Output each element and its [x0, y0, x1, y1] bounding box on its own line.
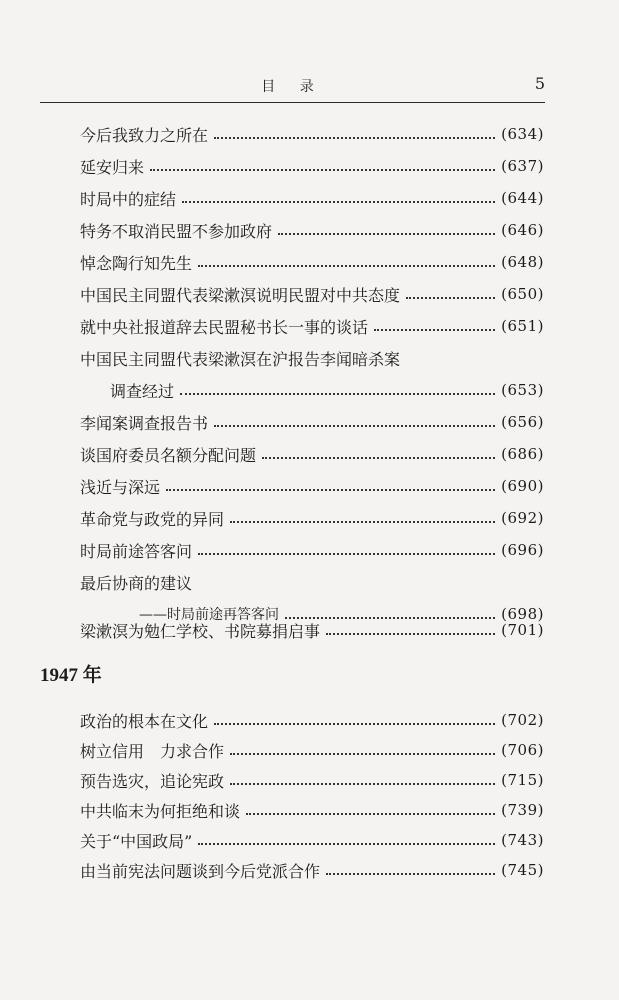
toc-entry-title: 李闻案调查报告书: [80, 413, 209, 433]
dot-leader: [262, 457, 495, 459]
toc-entry[interactable]: [80, 764, 544, 796]
toc-entry-title: 由当前宪法问题谈到今后党派合作: [80, 861, 321, 881]
toc-entry-title: 中共临末为何拒绝和谈: [80, 801, 241, 821]
toc-entry[interactable]: [80, 278, 544, 310]
dot-leader: [326, 633, 495, 635]
toc-entry-title: 最后协商的建议: [80, 573, 193, 593]
toc-entry-page: (715): [501, 771, 544, 789]
toc-entry[interactable]: [80, 214, 544, 246]
page-number: 5: [534, 74, 545, 93]
dot-leader: [326, 873, 495, 875]
toc-entry-page: (696): [501, 541, 544, 559]
header-title: 目 录: [261, 79, 324, 95]
dot-leader: [214, 137, 495, 139]
toc-entry-title: ——时局前途再答客问: [139, 607, 279, 623]
toc-entry-page: (745): [501, 861, 544, 879]
toc-entry-title: 中国民主同盟代表梁漱溟说明民盟对中共态度: [80, 285, 401, 305]
toc-entry[interactable]: [80, 704, 544, 736]
toc-entry-page: (743): [501, 831, 544, 849]
toc-entry-page: (637): [501, 157, 544, 175]
dot-leader: [230, 783, 495, 785]
toc-entry-title: 悼念陶行知先生: [80, 253, 193, 273]
toc-entry[interactable]: [80, 734, 544, 766]
header-rule: [40, 102, 545, 103]
toc-entry[interactable]: [80, 118, 544, 150]
toc-entry-title: 革命党与政党的异同: [80, 509, 225, 529]
toc-entry[interactable]: [80, 854, 544, 886]
toc-entry[interactable]: [80, 566, 544, 598]
toc-entry-title: 树立信用 力求合作: [80, 741, 225, 761]
toc-entry-title: 中国民主同盟代表梁漱溟在沪报告李闻暗杀案: [80, 349, 401, 369]
toc-entry-page: (686): [501, 445, 544, 463]
toc-entry-title: 浅近与深远: [80, 477, 161, 497]
toc-entry[interactable]: [80, 246, 544, 278]
dot-leader: [230, 521, 495, 523]
toc-entry-page: (656): [501, 413, 544, 431]
toc-entry-title: 特务不取消民盟不参加政府: [80, 221, 273, 241]
toc-entry[interactable]: [80, 310, 544, 342]
toc-entry[interactable]: [80, 534, 544, 566]
toc-entry-title: 就中央社报道辞去民盟秘书长一事的谈话: [80, 317, 369, 337]
toc-entry-page: (651): [501, 317, 544, 335]
toc-entry-page: (706): [501, 741, 544, 759]
toc-entry-page: (644): [501, 189, 544, 207]
toc-entry[interactable]: [80, 438, 544, 470]
toc-entry[interactable]: [80, 342, 544, 374]
toc-entry-page: (701): [501, 621, 544, 639]
toc-entry-page: (698): [501, 605, 544, 623]
toc-entry-page: (634): [501, 125, 544, 143]
toc-entry-title: 延安归来: [80, 157, 145, 177]
toc-entry[interactable]: [80, 470, 544, 502]
toc-entry-title: 谈国府委员名额分配问题: [80, 445, 257, 465]
dot-leader: [246, 813, 495, 815]
toc-entry-title: 梁漱溟为勉仁学校、书院募捐启事: [80, 621, 321, 641]
toc-entry-title: 预告选灾，追论宪政: [80, 771, 225, 791]
dot-leader: [198, 843, 495, 845]
dot-leader: [182, 201, 495, 203]
toc-entry[interactable]: [80, 406, 544, 438]
toc-entry-page: (646): [501, 221, 544, 239]
toc-entry[interactable]: [80, 824, 544, 856]
toc-entry-page: (702): [501, 711, 544, 729]
dot-leader: [230, 753, 495, 755]
toc-entry-page: (739): [501, 801, 544, 819]
toc-entry[interactable]: [80, 182, 544, 214]
dot-leader: [214, 425, 495, 427]
dot-leader: [278, 233, 495, 235]
dot-leader: [198, 553, 495, 555]
dot-leader: [198, 265, 495, 267]
toc-entry-page: (692): [501, 509, 544, 527]
toc-entry[interactable]: [80, 502, 544, 534]
toc-entry[interactable]: [80, 614, 544, 646]
toc-entry-title: 调查经过: [110, 381, 175, 401]
toc-entry-page: (650): [501, 285, 544, 303]
dot-leader: [374, 329, 495, 331]
toc-entry-page: (653): [501, 381, 544, 399]
dot-leader: [406, 297, 495, 299]
dot-leader: [180, 393, 495, 395]
dot-leader: [214, 723, 495, 725]
toc-entry[interactable]: [80, 794, 544, 826]
toc-entry-continuation[interactable]: [110, 374, 544, 406]
toc-entry-title: 今后我致力之所在: [80, 125, 209, 145]
dot-leader: [166, 489, 495, 491]
dot-leader: [150, 169, 495, 171]
toc-entry-title: 时局前途答客问: [80, 541, 193, 561]
toc-entry-page: (690): [501, 477, 544, 495]
toc-entry-page: (648): [501, 253, 544, 271]
toc-entry-title: 时局中的症结: [80, 189, 177, 209]
toc-entry[interactable]: [80, 150, 544, 182]
toc-entry-title: 政治的根本在文化: [80, 711, 209, 731]
year-heading: 1947 年: [40, 665, 102, 686]
toc-entry-title: 关于“中国政局”: [80, 831, 193, 851]
